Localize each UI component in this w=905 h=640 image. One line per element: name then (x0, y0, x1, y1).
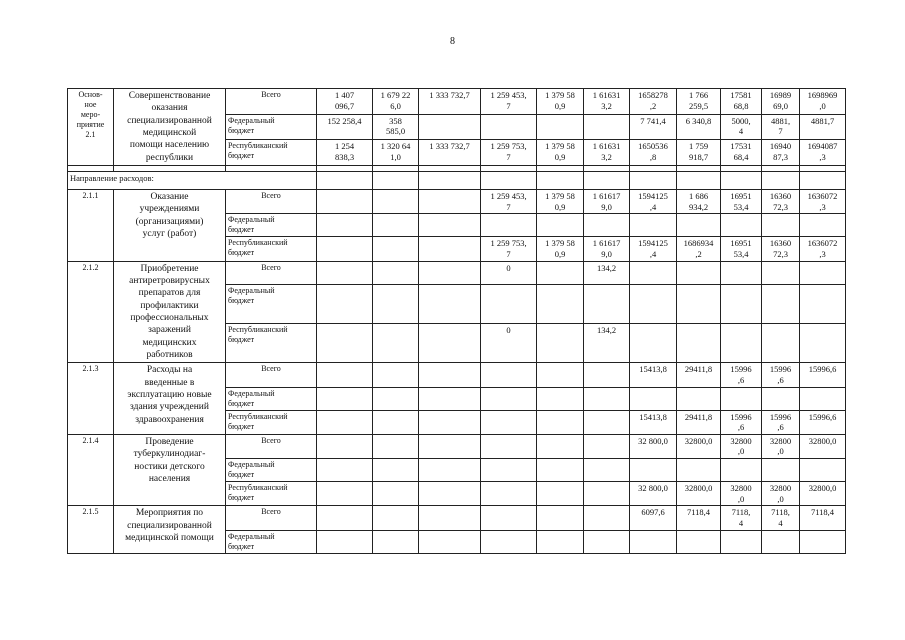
value-cell (762, 324, 800, 363)
value-cell (373, 237, 419, 261)
value-cell: 15996,6 (800, 410, 846, 434)
funding-source-cell: Федеральный бюджет (226, 284, 317, 323)
page-number: 8 (450, 36, 455, 47)
row-name-cell: Мероприятия по специализированной медицинской помощи (114, 506, 226, 553)
direction-label: Направление расходов: (68, 172, 317, 190)
value-cell: 7118, 4 (762, 506, 800, 530)
value-cell (317, 214, 373, 237)
value-cell (317, 284, 373, 323)
value-cell: 16940 87,3 (762, 140, 800, 166)
value-cell (419, 324, 481, 363)
value-cell (721, 459, 762, 482)
value-cell: 358 585,0 (373, 114, 419, 140)
row-id-cell: 2.1.5 (68, 506, 114, 553)
value-cell (373, 190, 419, 214)
value-cell: 5000, 4 (721, 114, 762, 140)
value-cell (317, 506, 373, 530)
value-cell (762, 530, 800, 553)
value-cell: 1694087 ,3 (800, 140, 846, 166)
value-cell (800, 324, 846, 363)
value-cell (630, 284, 677, 323)
value-cell: 1 686 934,2 (677, 190, 721, 214)
value-cell: 15996 ,6 (721, 363, 762, 387)
value-cell: 6 340,8 (677, 114, 721, 140)
value-cell: 16989 69,0 (762, 89, 800, 115)
row-name-cell: Проведение туберкулинодиаг- ностики детского населения (114, 434, 226, 506)
row-name-cell: Оказание учреждениями (организациями) услуг (работ) (114, 190, 226, 262)
value-cell (481, 214, 537, 237)
value-cell: 7 741,4 (630, 114, 677, 140)
value-cell (481, 482, 537, 506)
value-cell (537, 482, 584, 506)
value-cell: 134,2 (584, 261, 630, 284)
value-cell (537, 434, 584, 458)
value-cell: 32800 ,0 (762, 434, 800, 458)
funding-source-cell: Всего (226, 363, 317, 387)
value-cell (584, 284, 630, 323)
value-cell: 17531 68,4 (721, 140, 762, 166)
value-cell (584, 482, 630, 506)
value-cell: 15996,6 (800, 363, 846, 387)
table-row (68, 190, 846, 214)
value-cell (373, 324, 419, 363)
row-id-cell: 2.1.4 (68, 434, 114, 506)
value-cell (677, 214, 721, 237)
value-cell (584, 410, 630, 434)
row-id-cell: 2.1.3 (68, 363, 114, 435)
value-cell (317, 190, 373, 214)
value-cell (537, 530, 584, 553)
empty-cell (630, 172, 677, 190)
table-row (68, 261, 846, 284)
value-cell: 32800,0 (677, 482, 721, 506)
value-cell: 1686934 ,2 (677, 237, 721, 261)
value-cell (419, 214, 481, 237)
value-cell: 1658278 ,2 (630, 89, 677, 115)
value-cell (537, 459, 584, 482)
value-cell (537, 214, 584, 237)
value-cell (419, 530, 481, 553)
value-cell: 32800,0 (677, 434, 721, 458)
value-cell: 1 320 64 1,0 (373, 140, 419, 166)
funding-source-cell: Республиканский бюджет (226, 410, 317, 434)
value-cell (537, 114, 584, 140)
value-cell (317, 530, 373, 553)
value-cell (584, 434, 630, 458)
empty-cell (481, 172, 537, 190)
value-cell (677, 324, 721, 363)
value-cell: 1 379 58 0,9 (537, 237, 584, 261)
value-cell (317, 261, 373, 284)
empty-cell (373, 172, 419, 190)
row-id-cell: 2.1.2 (68, 261, 114, 363)
value-cell: 7118, 4 (721, 506, 762, 530)
value-cell: 1 259 753, 7 (481, 140, 537, 166)
value-cell (537, 410, 584, 434)
value-cell (537, 261, 584, 284)
funding-source-cell: Всего (226, 506, 317, 530)
budget-table (67, 88, 846, 554)
empty-cell (800, 172, 846, 190)
value-cell: 32 800,0 (630, 482, 677, 506)
funding-source-cell: Федеральный бюджет (226, 459, 317, 482)
value-cell: 16360 72,3 (762, 237, 800, 261)
value-cell (800, 387, 846, 410)
value-cell: 1698969 ,0 (800, 89, 846, 115)
row-name-cell: Совершенствование оказания специализированной медицинской помощи населению республики (114, 89, 226, 166)
value-cell: 1 259 453, 7 (481, 89, 537, 115)
value-cell: 1 333 732,7 (419, 89, 481, 115)
value-cell: 1 254 838,3 (317, 140, 373, 166)
funding-source-cell: Всего (226, 190, 317, 214)
value-cell (481, 530, 537, 553)
value-cell: 1594125 ,4 (630, 237, 677, 261)
value-cell (677, 261, 721, 284)
empty-cell (317, 172, 373, 190)
funding-source-cell: Республиканский бюджет (226, 482, 317, 506)
value-cell: 1 379 58 0,9 (537, 140, 584, 166)
value-cell (762, 214, 800, 237)
value-cell (762, 261, 800, 284)
value-cell: 1636072 ,3 (800, 190, 846, 214)
value-cell (373, 387, 419, 410)
value-cell (584, 214, 630, 237)
value-cell: 16951 53,4 (721, 190, 762, 214)
value-cell (537, 324, 584, 363)
value-cell (800, 214, 846, 237)
value-cell: 29411,8 (677, 363, 721, 387)
value-cell: 1 259 753, 7 (481, 237, 537, 261)
value-cell (800, 261, 846, 284)
value-cell (630, 387, 677, 410)
value-cell (481, 363, 537, 387)
value-cell (677, 530, 721, 553)
value-cell: 1 61617 9,0 (584, 237, 630, 261)
funding-source-cell: Федеральный бюджет (226, 114, 317, 140)
value-cell (800, 530, 846, 553)
value-cell (481, 387, 537, 410)
value-cell: 32800,0 (800, 482, 846, 506)
value-cell (373, 410, 419, 434)
value-cell: 152 258,4 (317, 114, 373, 140)
value-cell: 1 379 58 0,9 (537, 89, 584, 115)
value-cell: 7118,4 (800, 506, 846, 530)
table-row (68, 506, 846, 530)
empty-cell (762, 172, 800, 190)
value-cell (373, 530, 419, 553)
value-cell: 32800 ,0 (721, 482, 762, 506)
value-cell (721, 530, 762, 553)
empty-cell (677, 172, 721, 190)
funding-source-cell: Республиканский бюджет (226, 324, 317, 363)
funding-source-cell: Всего (226, 434, 317, 458)
value-cell (419, 284, 481, 323)
direction-row (68, 172, 846, 190)
value-cell (419, 363, 481, 387)
value-cell (373, 506, 419, 530)
empty-cell (419, 172, 481, 190)
value-cell (630, 324, 677, 363)
value-cell: 1 379 58 0,9 (537, 190, 584, 214)
value-cell (419, 506, 481, 530)
value-cell: 15413,8 (630, 410, 677, 434)
value-cell (481, 284, 537, 323)
value-cell: 32800 ,0 (721, 434, 762, 458)
value-cell (317, 324, 373, 363)
table-row (68, 363, 846, 387)
value-cell: 1 759 918,7 (677, 140, 721, 166)
funding-source-cell: Федеральный бюджет (226, 530, 317, 553)
value-cell (373, 363, 419, 387)
value-cell (721, 214, 762, 237)
funding-source-cell: Республиканский бюджет (226, 237, 317, 261)
value-cell: 1636072 ,3 (800, 237, 846, 261)
value-cell (317, 237, 373, 261)
value-cell: 1 407 096,7 (317, 89, 373, 115)
value-cell (584, 506, 630, 530)
value-cell: 0 (481, 324, 537, 363)
value-cell: 7118,4 (677, 506, 721, 530)
value-cell: 1 679 22 6,0 (373, 89, 419, 115)
value-cell (373, 284, 419, 323)
value-cell (317, 459, 373, 482)
value-cell (317, 363, 373, 387)
value-cell (373, 261, 419, 284)
value-cell (481, 506, 537, 530)
value-cell: 1 61617 9,0 (584, 190, 630, 214)
value-cell: 32 800,0 (630, 434, 677, 458)
value-cell: 15996 ,6 (762, 410, 800, 434)
value-cell (584, 363, 630, 387)
value-cell: 134,2 (584, 324, 630, 363)
value-cell (317, 410, 373, 434)
value-cell (317, 434, 373, 458)
value-cell: 15413,8 (630, 363, 677, 387)
value-cell: 1 333 732,7 (419, 140, 481, 166)
value-cell (721, 284, 762, 323)
funding-source-cell: Всего (226, 89, 317, 115)
value-cell (419, 482, 481, 506)
empty-cell (584, 172, 630, 190)
row-name-cell: Приобретение антиретровирусных препаратов для профилактики профессиональных заражений медицинских работников (114, 261, 226, 363)
empty-cell (721, 172, 762, 190)
value-cell (630, 459, 677, 482)
value-cell (584, 459, 630, 482)
value-cell (537, 387, 584, 410)
value-cell (537, 363, 584, 387)
value-cell: 29411,8 (677, 410, 721, 434)
value-cell (677, 387, 721, 410)
value-cell: 1594125 ,4 (630, 190, 677, 214)
value-cell (677, 284, 721, 323)
row-id-cell: Основ- ное меро- приятие 2.1 (68, 89, 114, 166)
value-cell (762, 387, 800, 410)
value-cell (721, 324, 762, 363)
funding-source-cell: Всего (226, 261, 317, 284)
value-cell (630, 214, 677, 237)
value-cell (721, 261, 762, 284)
value-cell: 4881,7 (800, 114, 846, 140)
value-cell (317, 387, 373, 410)
value-cell: 17581 68,8 (721, 89, 762, 115)
value-cell: 15996 ,6 (721, 410, 762, 434)
value-cell (630, 530, 677, 553)
value-cell (419, 114, 481, 140)
value-cell: 6097,6 (630, 506, 677, 530)
value-cell (800, 459, 846, 482)
value-cell (537, 506, 584, 530)
row-id-cell: 2.1.1 (68, 190, 114, 262)
value-cell (373, 434, 419, 458)
value-cell (677, 459, 721, 482)
value-cell (373, 482, 419, 506)
funding-source-cell: Федеральный бюджет (226, 387, 317, 410)
value-cell: 16360 72,3 (762, 190, 800, 214)
value-cell (481, 434, 537, 458)
value-cell (537, 284, 584, 323)
value-cell (419, 237, 481, 261)
value-cell (762, 284, 800, 323)
value-cell (419, 434, 481, 458)
row-name-cell: Расходы на введенные в эксплуатацию новые здания учреждений здравоохранения (114, 363, 226, 435)
value-cell: 15996 ,6 (762, 363, 800, 387)
value-cell: 32800 ,0 (762, 482, 800, 506)
value-cell: 16951 53,4 (721, 237, 762, 261)
value-cell: 1 259 453, 7 (481, 190, 537, 214)
value-cell (419, 387, 481, 410)
value-cell: 4881, 7 (762, 114, 800, 140)
value-cell: 1 61631 3,2 (584, 140, 630, 166)
value-cell (419, 190, 481, 214)
value-cell: 1 766 259,5 (677, 89, 721, 115)
value-cell (419, 459, 481, 482)
table-row (68, 89, 846, 115)
value-cell: 32800,0 (800, 434, 846, 458)
value-cell (800, 284, 846, 323)
value-cell (419, 261, 481, 284)
value-cell: 0 (481, 261, 537, 284)
funding-source-cell: Федеральный бюджет (226, 214, 317, 237)
value-cell: 1650536 ,8 (630, 140, 677, 166)
value-cell (481, 459, 537, 482)
value-cell (584, 387, 630, 410)
value-cell (630, 261, 677, 284)
value-cell (317, 482, 373, 506)
value-cell (584, 114, 630, 140)
value-cell (419, 410, 481, 434)
value-cell (584, 530, 630, 553)
value-cell: 1 61631 3,2 (584, 89, 630, 115)
value-cell (762, 459, 800, 482)
value-cell (373, 459, 419, 482)
value-cell (481, 410, 537, 434)
empty-cell (537, 172, 584, 190)
value-cell (373, 214, 419, 237)
funding-source-cell: Республиканский бюджет (226, 140, 317, 166)
table-row (68, 434, 846, 458)
value-cell (481, 114, 537, 140)
value-cell (721, 387, 762, 410)
